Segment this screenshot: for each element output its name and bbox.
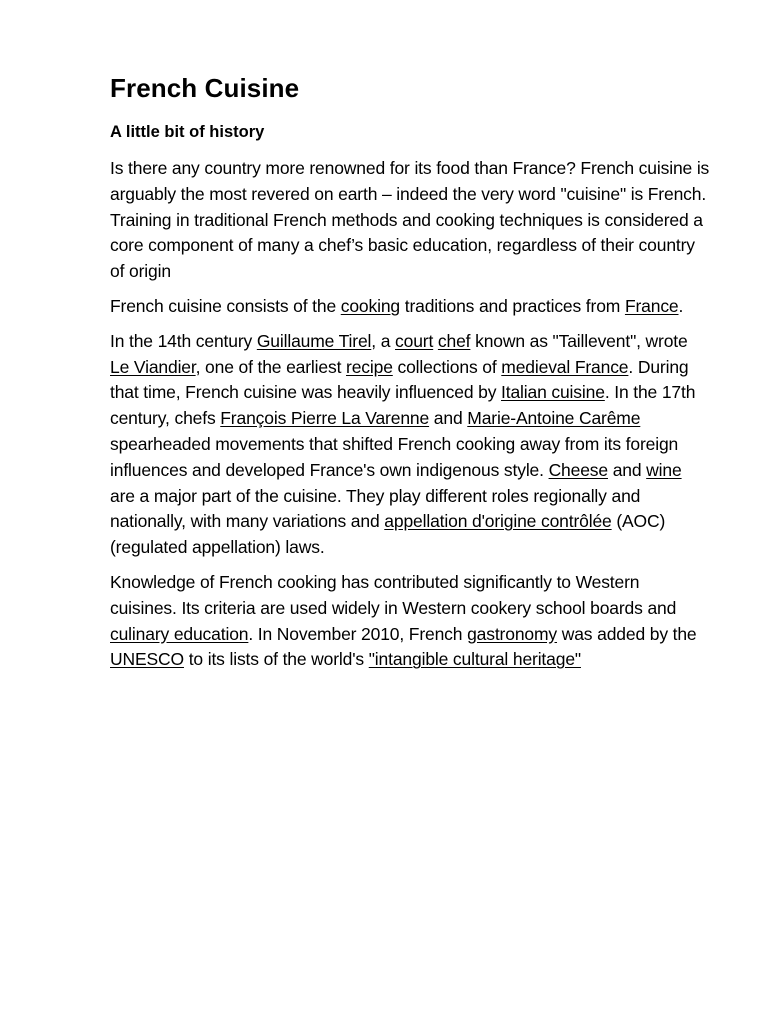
paragraph-definition bbox=[110, 294, 710, 320]
link-le-viandier[interactable]: Le Viandier bbox=[110, 356, 196, 377]
text-span: are a major part of the cuisine. They play different roles regionally and nationally, with many variations and bbox=[110, 485, 641, 532]
text-span: . In the 17th century, chefs bbox=[110, 382, 696, 429]
link-cheese[interactable]: Cheese bbox=[548, 459, 608, 480]
text-span: , one of the earliest bbox=[195, 356, 347, 377]
document-page bbox=[110, 70, 710, 682]
paragraph-history bbox=[110, 329, 710, 561]
text-span: French cuisine consists of the bbox=[110, 295, 341, 316]
page-title: French Cuisine bbox=[110, 73, 300, 103]
link-court[interactable]: court bbox=[395, 330, 434, 351]
link-la-varenne[interactable]: François Pierre La Varenne bbox=[220, 408, 430, 429]
section-heading: A little bit of history bbox=[110, 123, 265, 141]
link-unesco[interactable]: UNESCO bbox=[110, 649, 184, 670]
text-span: to its lists of the world's bbox=[183, 649, 369, 670]
link-intangible-heritage[interactable]: "intangible cultural heritage" bbox=[368, 649, 581, 670]
link-recipe[interactable]: recipe bbox=[346, 356, 393, 377]
link-italian-cuisine[interactable]: Italian cuisine bbox=[501, 382, 605, 403]
text-span: known as "Taillevent", wrote bbox=[470, 330, 688, 351]
link-culinary-education[interactable]: culinary education bbox=[110, 623, 249, 644]
text-span: was added by the bbox=[557, 623, 697, 644]
text-span: , a bbox=[371, 330, 396, 351]
text-span: traditions and practices from bbox=[400, 295, 625, 316]
text-span: Knowledge of French cooking has contributed significantly to Western cuisines. Its criteria are used widely in Western cookery school boards and bbox=[110, 571, 677, 618]
link-aoc[interactable]: appellation d'origine contrôlée bbox=[384, 511, 612, 532]
link-careme[interactable]: Marie-Antoine Carême bbox=[467, 408, 641, 429]
text-span: . In November 2010, French bbox=[248, 623, 468, 644]
link-guillaume-tirel[interactable]: Guillaume Tirel bbox=[256, 330, 372, 351]
text-span: (AOC) (regulated appellation) laws. bbox=[110, 511, 666, 558]
link-france[interactable]: France bbox=[624, 295, 679, 316]
link-chef[interactable]: chef bbox=[437, 330, 471, 351]
link-cooking[interactable]: cooking bbox=[340, 295, 401, 316]
text-span: . bbox=[678, 295, 684, 316]
paragraph-influence bbox=[110, 570, 710, 673]
text-span: and bbox=[429, 408, 468, 429]
link-gastronomy[interactable]: gastronomy bbox=[467, 623, 558, 644]
text-span: spearheaded movements that shifted French cooking away from its foreign influences and developed France's own indigenous style. bbox=[110, 433, 679, 480]
link-wine[interactable]: wine bbox=[646, 459, 682, 480]
text-span: and bbox=[607, 459, 647, 480]
text-span: . During that time, French cuisine was heavily influenced by bbox=[110, 356, 689, 403]
paragraph-intro: Is there any country more renowned for its food than France? French cuisine is arguably the most revered on earth – indeed the very word "cuisine" is French. Training in traditional French methods and cooking techniques is considered a core component of many a chef’s basic education, regardless of their country of origin bbox=[110, 158, 710, 282]
link-medieval-france[interactable]: medieval France bbox=[501, 356, 629, 377]
text-span: collections of bbox=[392, 356, 502, 377]
text-span: In the 14th century bbox=[110, 330, 257, 351]
